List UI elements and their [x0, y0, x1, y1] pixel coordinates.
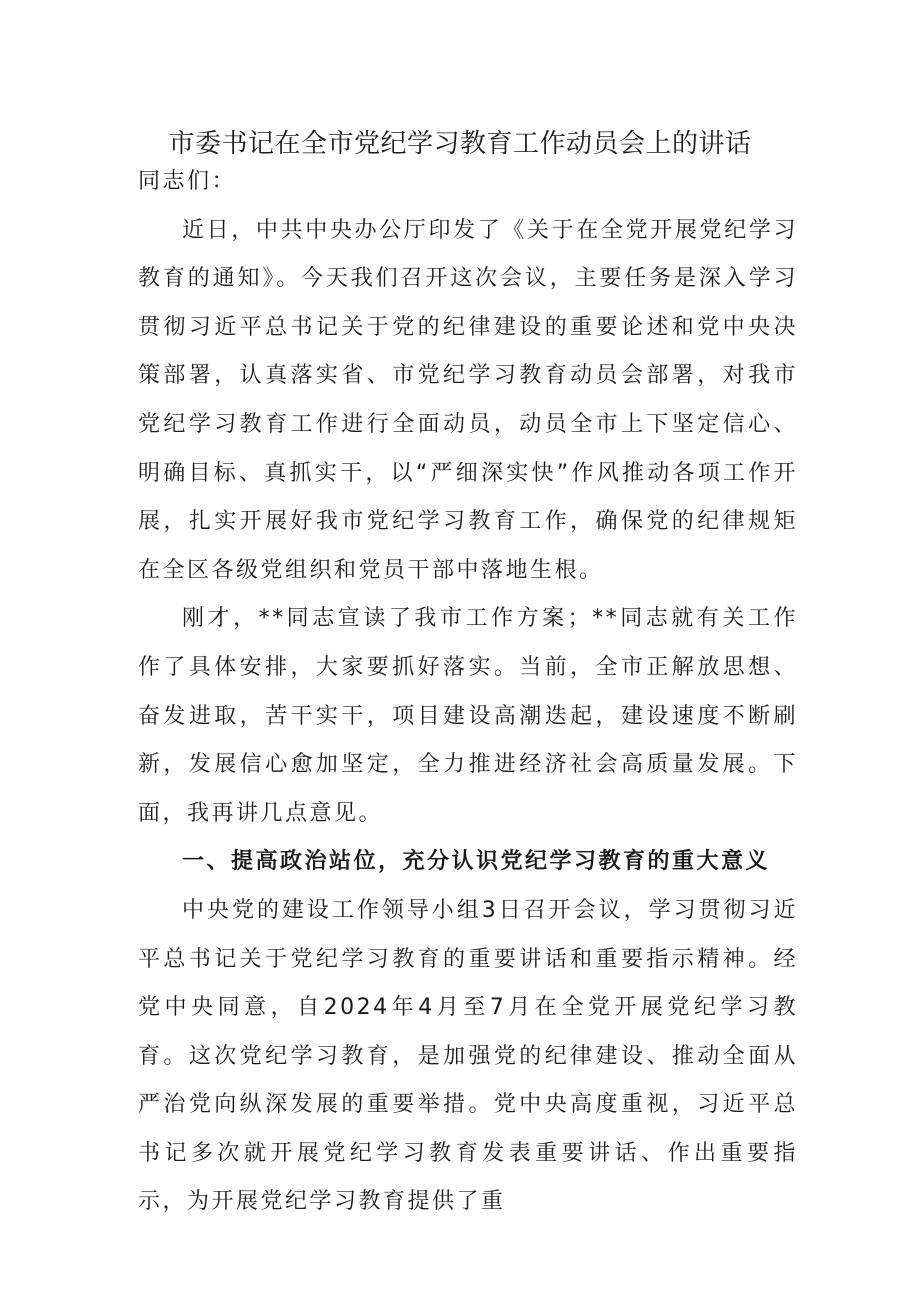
salutation: 同志们：: [138, 169, 237, 194]
document-body: [138, 158, 798, 1227]
paragraph-1: 近日，中共中央办公厅印发了《关于在全党开展党纪学习教育的通知》。今天我们召开这次会议，主要任务是深入学习贯彻习近平总书记关于党的纪律建设的重要论述和党中央决策部署，认真落实省、市党纪学习教育动员会部署，对我市党纪学习教育工作进行全面动员，动员全市上下坚定信心、明确目标、真抓实干，以“严细深实快”作风推动各项工作开展，扎实开展好我市党纪学习教育工作，确保党的纪律规矩在全区各级党组织和党员干部中落地生根。: [138, 217, 798, 583]
paragraph-2: 刚才，**同志宣读了我市工作方案；**同志就有关工作作了具体安排，大家要抓好落实。当前，全市正解放思想、奋发进取，苦干实干，项目建设高潮迭起，建设速度不断刷新，发展信心愈加坚定，全力推进经济社会高质量发展。下面，我再讲几点意见。: [138, 606, 798, 826]
section-heading: 一、提高政治站位，充分认识党纪学习教育的重大意义: [182, 849, 771, 875]
section-paragraph: 中央党的建设工作领导小组3日召开会议，学习贯彻习近平总书记关于党纪学习教育的重要讲话和重要指示精神。经党中央同意，自2024年4月至7月在全党开展党纪学习教育。这次党纪学习教育，是加强党的纪律建设、推动全面从严治党向纵深发展的重要举措。党中央高度重视，习近平总书记多次就开展党纪学习教育发表重要讲话、作出重要指示，为开展党纪学习教育提供了重: [138, 897, 798, 1215]
document-title: 市委书记在全市党纪学习教育工作动员会上的讲话: [168, 129, 752, 159]
